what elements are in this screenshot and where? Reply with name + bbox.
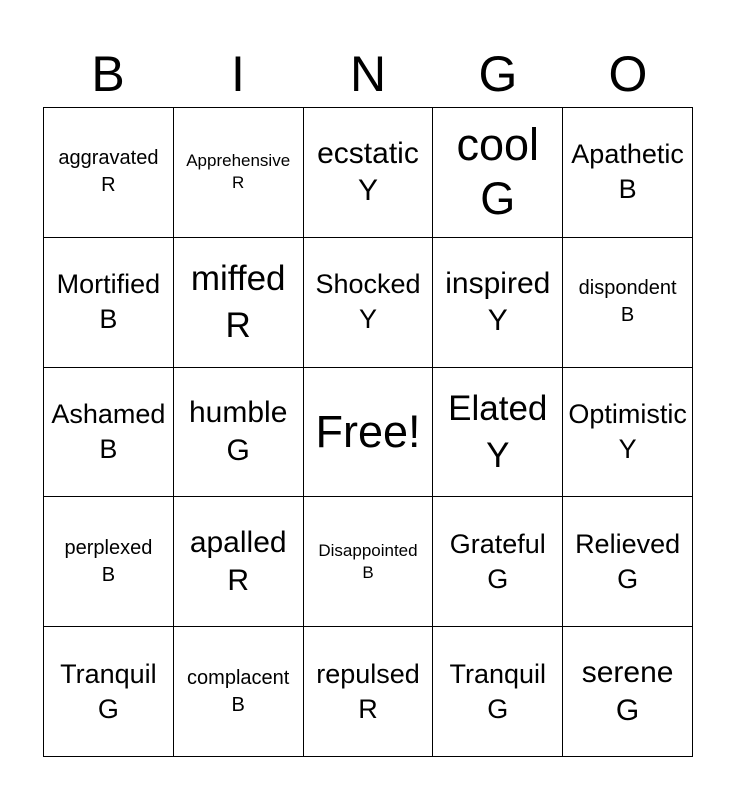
header-letter-g: G [478, 46, 518, 102]
cell-word: Tranquil [449, 658, 547, 689]
cell-word: Grateful [449, 528, 546, 559]
cell-tag: Y [357, 174, 378, 208]
cell-tag: Y [487, 304, 508, 338]
cell-tag: B [101, 563, 116, 586]
cell-word: humble [188, 396, 288, 430]
cell-word: repulsed [316, 658, 420, 689]
cell-word: Apathetic [571, 139, 684, 170]
cell-word: Ashamed [51, 398, 166, 429]
cell-word: complacent [187, 666, 290, 689]
cell-word: Disappointed [318, 540, 418, 560]
cell-tag: R [225, 306, 251, 346]
cell-tag: B [620, 304, 635, 327]
cell-tag: B [99, 304, 118, 335]
cell-word: apalled [189, 526, 287, 560]
cell-word: inspired [445, 266, 551, 300]
bingo-cell[interactable] [433, 627, 563, 757]
bingo-cell[interactable] [44, 497, 174, 627]
bingo-cell[interactable] [44, 108, 174, 238]
cell-word: Relieved [575, 528, 681, 559]
bingo-cell[interactable] [563, 368, 693, 498]
cell-tag: R [227, 563, 250, 597]
bingo-cell[interactable] [563, 108, 693, 238]
cell-tag: B [362, 562, 374, 582]
bingo-cell[interactable] [433, 368, 563, 498]
cell-tag: G [97, 693, 119, 724]
header-letter-n: N [349, 46, 387, 102]
bingo-header [43, 40, 693, 108]
bingo-cell[interactable] [174, 108, 304, 238]
cell-tag: G [487, 693, 509, 724]
cell-tag: R [232, 173, 245, 193]
bingo-cell[interactable] [304, 627, 434, 757]
cell-word: Apprehensive [186, 151, 291, 171]
bingo-cell[interactable] [563, 497, 693, 627]
cell-word: Mortified [56, 269, 161, 300]
cell-tag: Y [358, 304, 377, 335]
bingo-cell[interactable] [563, 238, 693, 368]
cell-word: ecstatic [317, 136, 419, 170]
bingo-cell[interactable] [44, 238, 174, 368]
cell-word: cool [456, 119, 540, 171]
bingo-cell[interactable] [44, 368, 174, 498]
cell-tag: R [101, 174, 116, 197]
bingo-cell[interactable] [304, 497, 434, 627]
cell-word: Optimistic [568, 398, 687, 429]
bingo-cell[interactable] [174, 497, 304, 627]
cell-word: Tranquil [60, 658, 157, 689]
cell-tag: B [618, 174, 637, 205]
cell-tag: G [226, 433, 250, 467]
cell-tag: B [99, 433, 118, 464]
cell-word: Free! [315, 405, 421, 457]
bingo-cell[interactable] [304, 108, 434, 238]
cell-tag: G [615, 693, 640, 727]
cell-tag: R [358, 693, 378, 724]
bingo-cell[interactable] [174, 238, 304, 368]
cell-word: serene [581, 656, 674, 690]
cell-word: perplexed [64, 536, 153, 559]
bingo-cell[interactable] [174, 627, 304, 757]
cell-word: miffed [190, 258, 286, 298]
cell-word: dispondent [578, 277, 677, 300]
header-letter-b: B [91, 46, 125, 102]
bingo-cell[interactable] [174, 368, 304, 498]
header-letter-o: O [608, 46, 648, 102]
header-letter-i: I [231, 46, 245, 102]
cell-tag: G [617, 563, 639, 594]
cell-tag: B [231, 693, 245, 716]
bingo-card-grid [43, 107, 693, 757]
cell-tag: Y [486, 435, 510, 475]
bingo-cell[interactable] [433, 238, 563, 368]
free-space-cell[interactable] [304, 368, 434, 498]
cell-tag: G [480, 173, 516, 225]
bingo-cell[interactable] [433, 497, 563, 627]
cell-word: Shocked [315, 269, 421, 300]
cell-word: aggravated [58, 147, 159, 170]
bingo-cell[interactable] [304, 238, 434, 368]
bingo-cell[interactable] [433, 108, 563, 238]
cell-word: Elated [448, 388, 548, 428]
bingo-cell[interactable] [44, 627, 174, 757]
cell-tag: G [487, 563, 509, 594]
cell-tag: Y [618, 433, 637, 464]
bingo-cell[interactable] [563, 627, 693, 757]
